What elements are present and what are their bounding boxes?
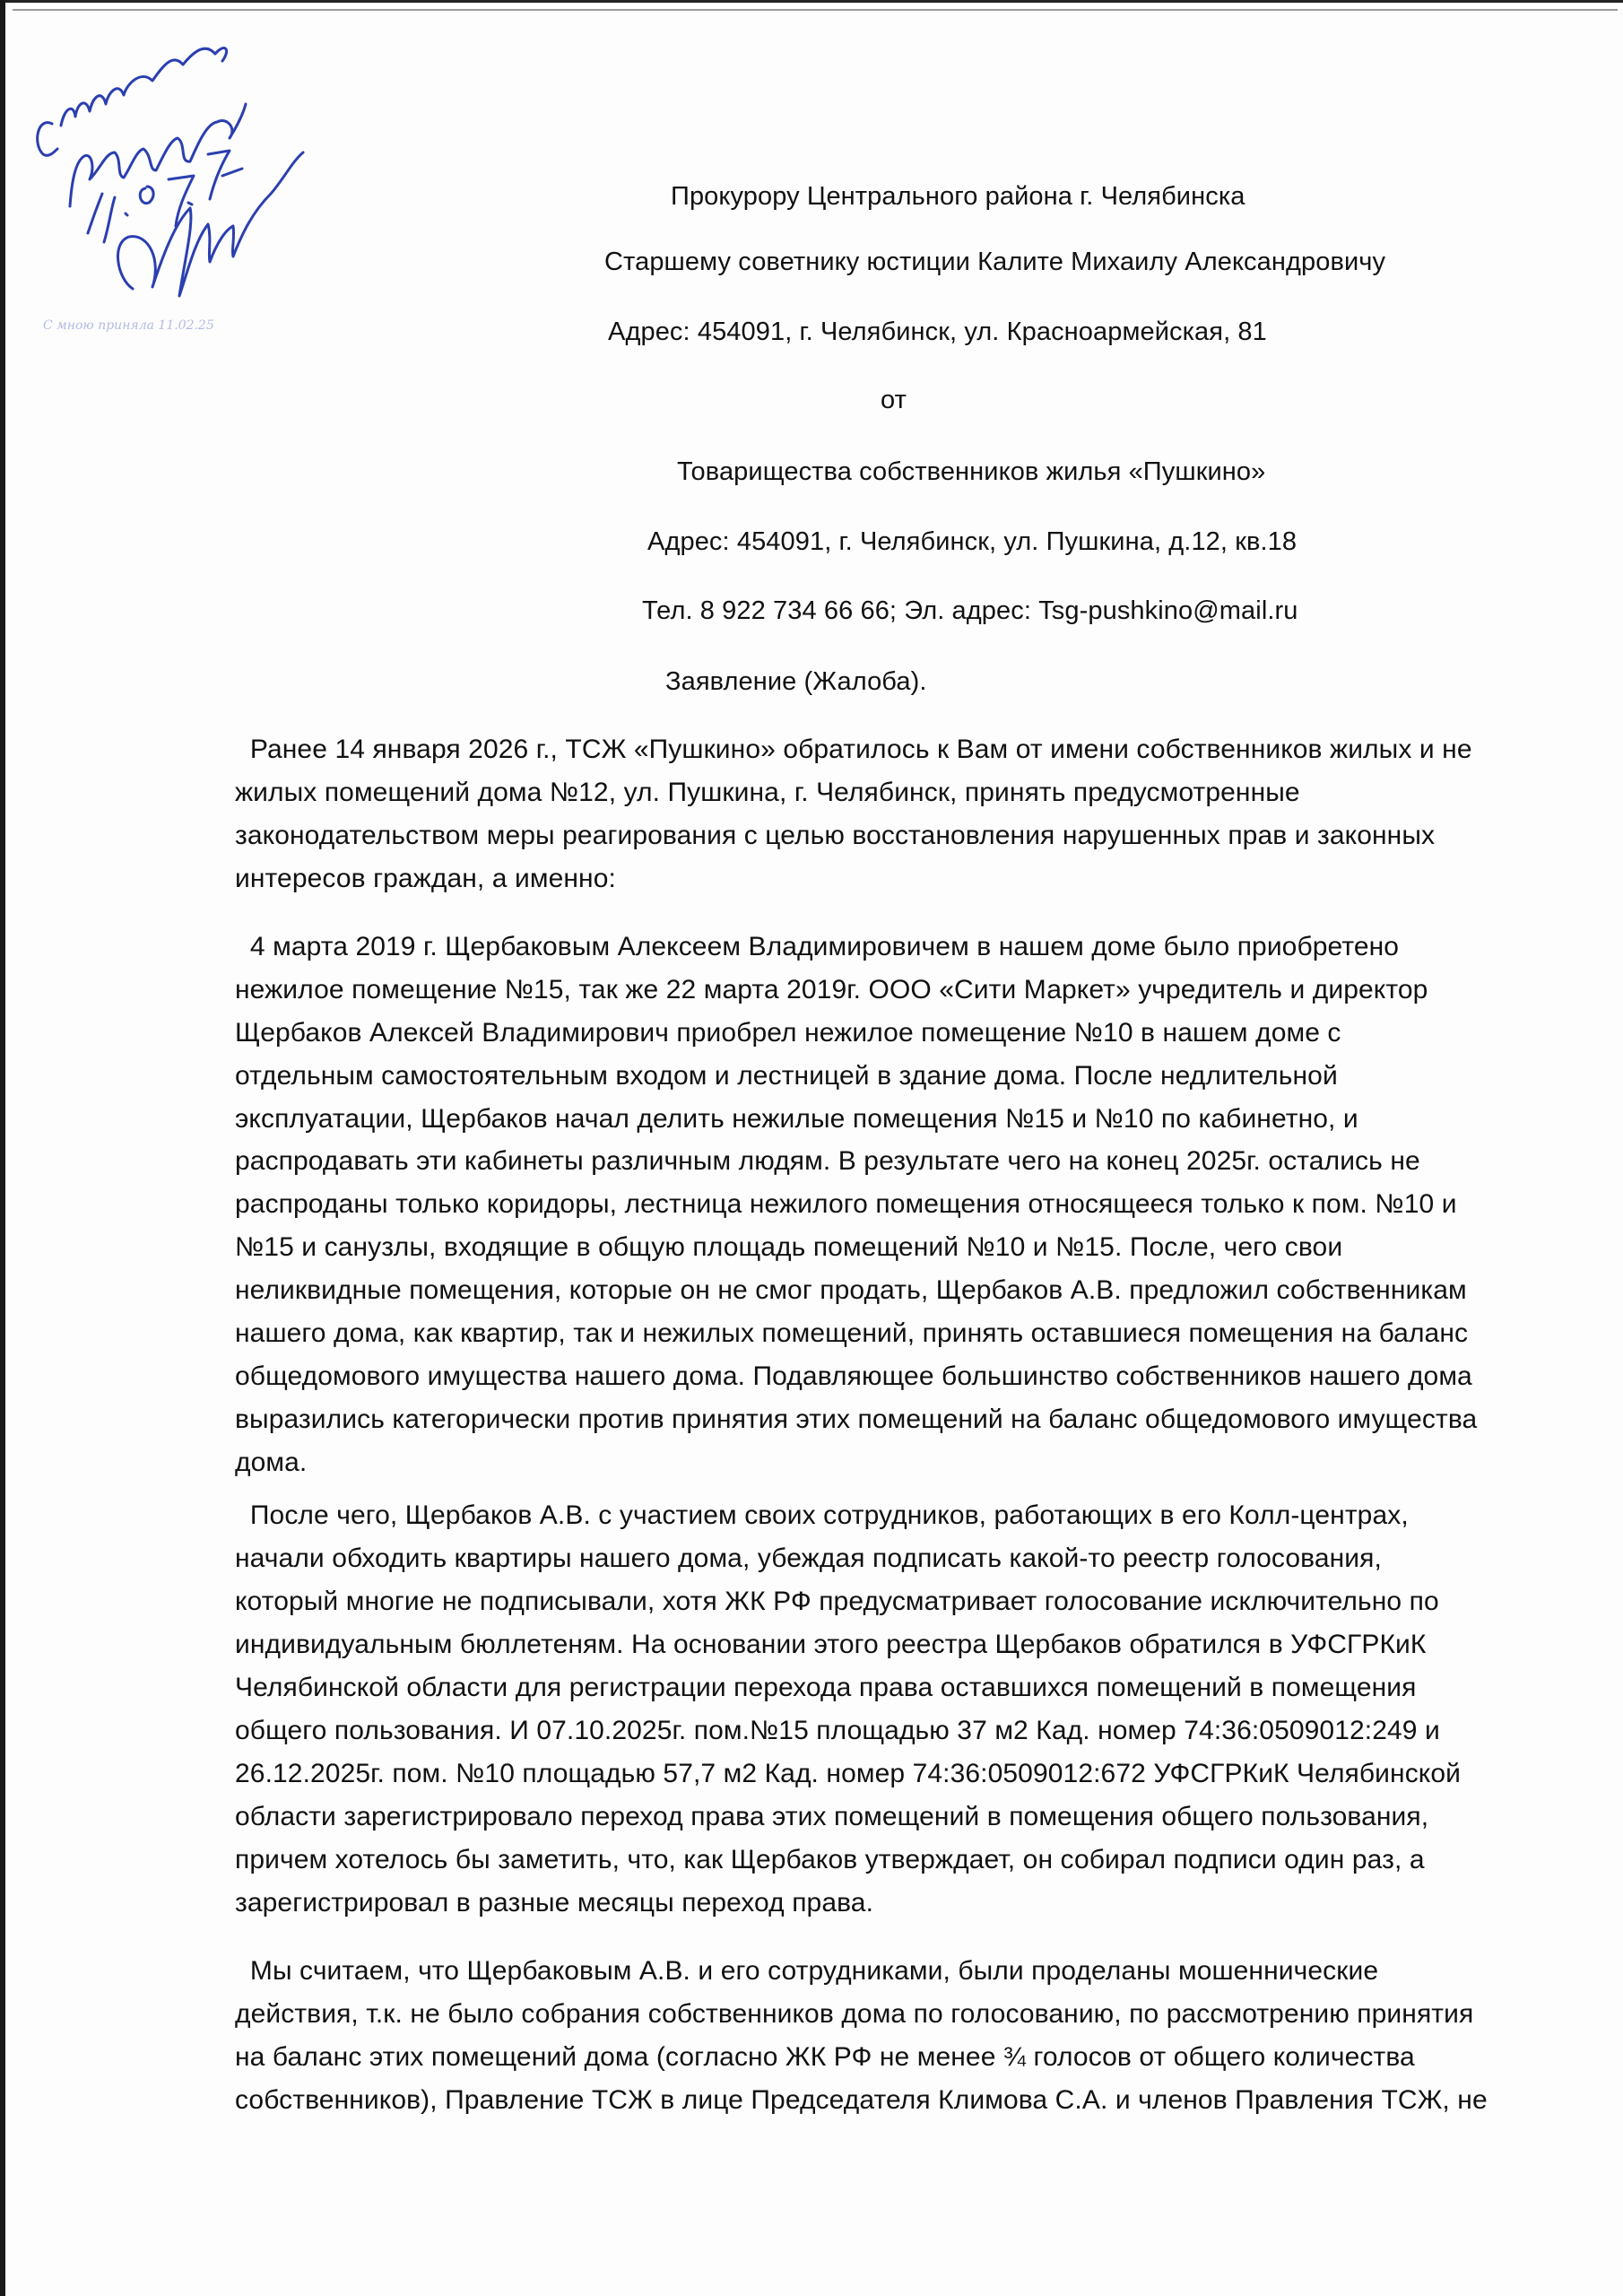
paragraph-line: начали обходить квартиры нашего дома, убеждая подписать какой-то реестр голосования, [235, 1544, 1382, 1573]
paragraph-line: нашего дома, как квартир, так и нежилых помещений, принять оставшиеся помещения на баланс [235, 1318, 1469, 1348]
recipient-address: Адрес: 454091, г. Челябинск, ул. Красноармейская, 81 [608, 317, 1267, 346]
paragraph-line: на баланс этих помещений дома (согласно ЖК РФ не менее ¾ голосов от общего количества [235, 2042, 1415, 2072]
handwriting-stroke-priniala [70, 104, 246, 206]
paragraph-line: общего пользования. И 07.10.2025г. пом.№15 площадью 37 м2 Кад. номер 74:36:0509012:249 и [235, 1716, 1440, 1745]
paragraph-line: дома. [235, 1448, 308, 1477]
paragraph-line: выразились категорически против принятия этих помещений на баланс общедомового имущества [235, 1405, 1478, 1434]
paragraph-line: интересов граждан, а именно: [235, 864, 616, 893]
paragraph-line: неликвидные помещения, которые он не смог продать, Щербаков А.В. предложил собственникам [235, 1275, 1467, 1305]
scan-top-rule [13, 9, 1618, 11]
paragraph-line: зарегистрировал в разные месяцы переход права. [235, 1888, 874, 1918]
paragraph-line: эксплуатации, Щербаков начал делить нежилые помещения №15 и №10 по кабинетно, и [235, 1104, 1358, 1134]
paragraph-line: индивидуальным бюллетеням. На основании этого реестра Щербаков обратился в УФСГРКиК [235, 1630, 1427, 1659]
paragraph-line: причем хотелось бы заметить, что, как Щербаков утверждает, он собирал подписи один раз, а [235, 1845, 1425, 1874]
handwriting-stroke-date [88, 151, 242, 242]
paragraph-line: жилых помещений дома №12, ул. Пушкина, г. Челябинск, принять предусмотренные [235, 778, 1300, 807]
recipient-title: Прокурору Центрального района г. Челябинска [671, 182, 1245, 211]
sender-address: Адрес: 454091, г. Челябинск, ул. Пушкина, д.12, кв.18 [647, 527, 1298, 556]
paragraph-line: После чего, Щербаков А.В. с участием своих сотрудников, работающих в его Колл-центрах, [235, 1500, 1409, 1530]
paragraph-line: области зарегистрировало переход права этих помещений в помещения общего пользования, [235, 1802, 1429, 1831]
paragraph-line: который многие не подписывали, хотя ЖК РФ предусматривает голосование исключительно по [235, 1587, 1439, 1616]
paragraph-line: действия, т.к. не было собрания собственников дома по голосованию, по рассмотрению принятия [235, 1999, 1474, 2029]
handwritten-date: 11.02.25 [158, 318, 214, 333]
paragraph-line: №15 и санузлы, входящие в общую площадь помещений №10 и №15. После, чего свои [235, 1232, 1343, 1262]
sender-organization: Товарищества собственников жилья «Пушкино» [677, 457, 1266, 486]
paragraph-line: собственников), Правление ТСЖ в лице Председателя Климова С.А. и членов Правления ТСЖ, не [235, 2085, 1488, 2115]
handwritten-note-transcription [43, 318, 214, 333]
paragraph-line: Щербаков Алексей Владимирович приобрел нежилое помещение №10 в нашем доме с [235, 1018, 1341, 1048]
paragraph-line: отдельным самостоятельным входом и лестницей в здание дома. После недлительной [235, 1061, 1338, 1091]
from-label: от [881, 386, 907, 414]
paragraph-line: общедомового имущества нашего дома. Подавляющее большинство собственников нашего дома [235, 1361, 1472, 1391]
handwritten-line: приняла [98, 318, 154, 333]
handwritten-acceptance-note [18, 18, 305, 314]
signature-stroke [118, 152, 303, 296]
paragraph-line: нежилое помещение №15, так же 22 марта 2019г. ООО «Сити Маркет» учредитель и директор [235, 975, 1428, 1004]
paragraph-line: Ранее 14 января 2026 г., ТСЖ «Пушкино» обратилось к Вам от имени собственников жилых и не [235, 735, 1472, 764]
paragraph-line: Мы считаем, что Щербаковым А.В. и его сотрудниками, были проделаны мошеннические [235, 1956, 1379, 1986]
handwriting-stroke-mnogo [61, 48, 227, 126]
handwritten-line: С мною [43, 318, 94, 333]
paragraph-line: распродавать эти кабинеты различным людям. В результате чего на конец 2025г. остались не [235, 1146, 1420, 1176]
handwriting-stroke-c [38, 123, 57, 156]
scan-edge-top [0, 0, 1623, 3]
paragraph-line: распроданы только коридоры, лестница нежилого помещения относящееся только к пом. №10 и [235, 1189, 1457, 1219]
sender-contacts: Тел. 8 922 734 66 66; Эл. адрес: Tsg-pushkino@mail.ru [642, 596, 1298, 625]
paragraph-line: законодательством меры реагирования с целью восстановления нарушенных прав и законных [235, 821, 1436, 850]
recipient-name: Старшему советнику юстиции Калите Михаилу Александровичу [604, 248, 1386, 276]
paragraph-line: 4 марта 2019 г. Щербаковым Алексеем Владимировичем в нашем доме было приобретено [235, 932, 1400, 961]
paragraph-line: Челябинской области для регистрации перехода права оставшихся помещений в помещения [235, 1673, 1417, 1702]
scan-edge-left [0, 0, 5, 2296]
document-type-title: Заявление (Жалоба). [665, 667, 927, 696]
paragraph-line: 26.12.2025г. пом. №10 площадью 57,7 м2 Кад. номер 74:36:0509012:672 УФСГРКиК Челябинской [235, 1759, 1462, 1788]
